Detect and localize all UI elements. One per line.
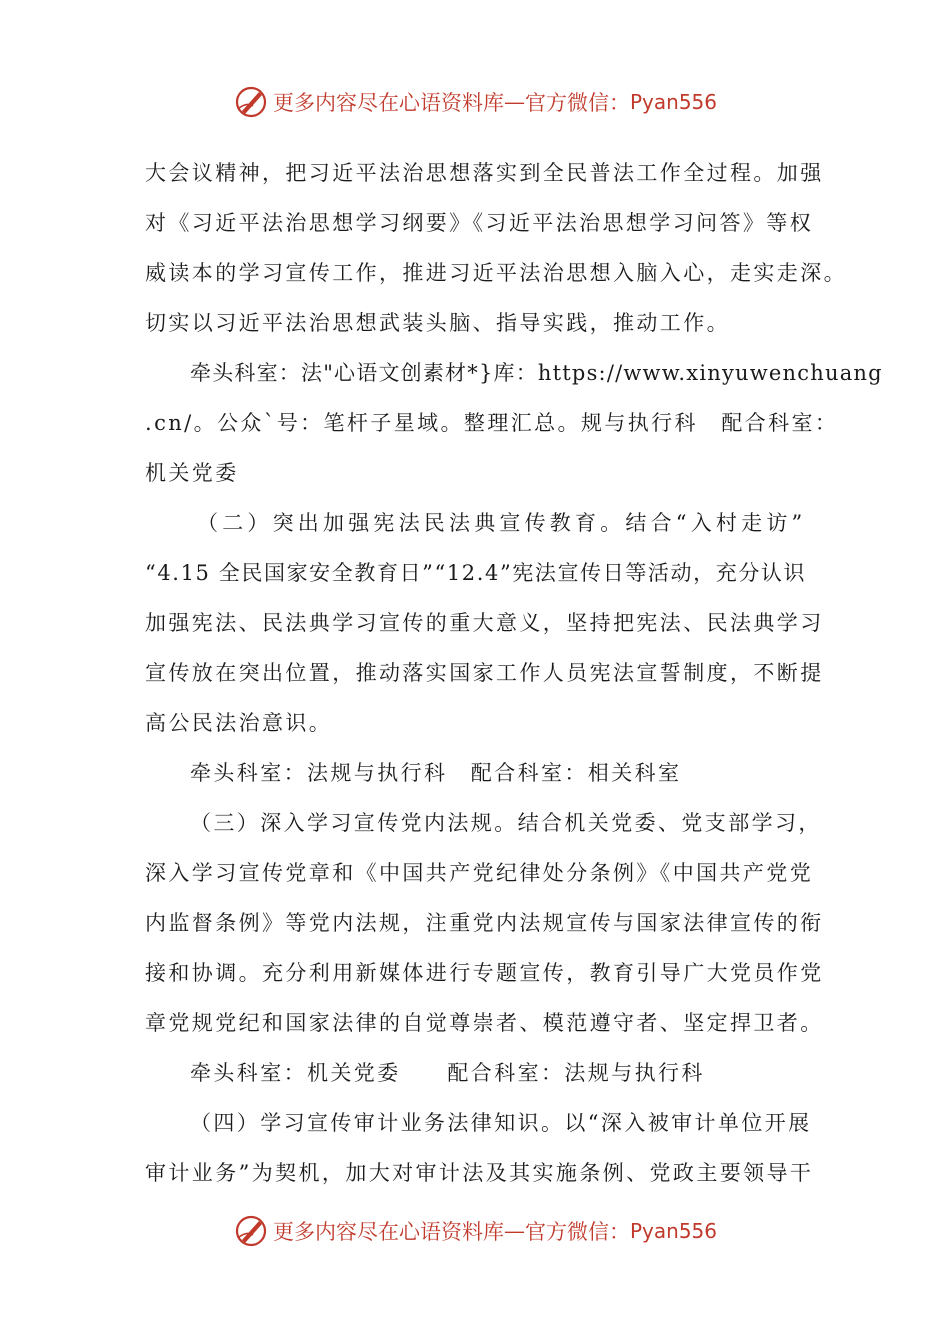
watermark-wechat-id: Pyan556 [629,90,717,114]
text-line: 宣传放在突出位置，推动落实国家工作人员宪法宣誓制度，不断提 [145,661,824,685]
text-line: 威读本的学习宣传工作，推进习近平法治思想入脑入心，走实走深。 [145,261,847,285]
watermark-wechat-id: Pyan556 [629,1219,717,1243]
section-heading-2: （二）突出加强宪法民法典宣传教育。结合“入村走访” [197,511,807,535]
text-line: 加强宪法、民法典学习宣传的重大意义，坚持把宪法、民法典学习 [145,611,824,635]
text-line: .cn/。公众`号：笔杆子星域。整理汇总。规与执行科 配合科室： [145,411,839,435]
watermark-dash: — [503,90,525,114]
watermark-brand-text: 更多内容尽在心语资料库 [272,1220,504,1244]
text-line-lead-dept: 牵头科室：法规与执行科 配合科室：相关科室 [190,761,682,785]
watermark-wechat-label: 官方微信： [524,91,630,115]
text-line: 内监督条例》等党内法规，注重党内法规宣传与国家法律宣传的衔 [145,911,824,935]
section-heading-4: （四）学习宣传审计业务法律知识。以“深入被审计单位开展 [190,1111,812,1135]
pen-logo-icon [233,1213,269,1249]
text-line: 对《习近平法治思想学习纲要》《习近平法治思想学习问答》等权 [145,211,814,235]
document-body [145,148,883,1198]
text-line-lead-dept: 牵头科室：机关党委 配合科室：法规与执行科 [190,1061,705,1085]
text-line: 章党规党纪和国家法律的自觉尊崇者、模范遵守者、坚定捍卫者。 [145,1011,824,1035]
text-line: 审计业务”为契机，加大对审计法及其实施条例、党政主要领导干 [145,1161,814,1185]
text-line-lead-dept: 牵头科室：法"心语文创素材*}库：https://www.xinyuwenchuang [190,361,883,385]
text-line: 大会议精神，把习近平法治思想落实到全民普法工作全过程。加强 [145,161,824,185]
text-line: 接和协调。充分利用新媒体进行专题宣传，教育引导广大党员作党 [145,961,824,985]
text-line: 深入学习宣传党章和《中国共产党纪律处分条例》《中国共产党党 [145,861,814,885]
watermark-brand-text: 更多内容尽在心语资料库 [272,91,504,115]
header-watermark [0,82,950,122]
text-line: 切实以习近平法治思想武装头脑、指导实践，推动工作。 [145,311,730,335]
text-line: 高公民法治意识。 [145,711,333,735]
section-heading-3: （三）深入学习宣传党内法规。结合机关党委、党支部学习， [190,811,822,835]
text-line: “4.15 全民国家安全教育日”“12.4”宪法宣传日等活动，充分认识 [145,561,807,585]
footer-watermark [0,1211,950,1251]
watermark-wechat-label: 官方微信： [524,1220,630,1244]
text-line: 机关党委 [145,461,239,485]
pen-logo-icon [233,84,269,120]
watermark-dash: — [503,1219,525,1243]
